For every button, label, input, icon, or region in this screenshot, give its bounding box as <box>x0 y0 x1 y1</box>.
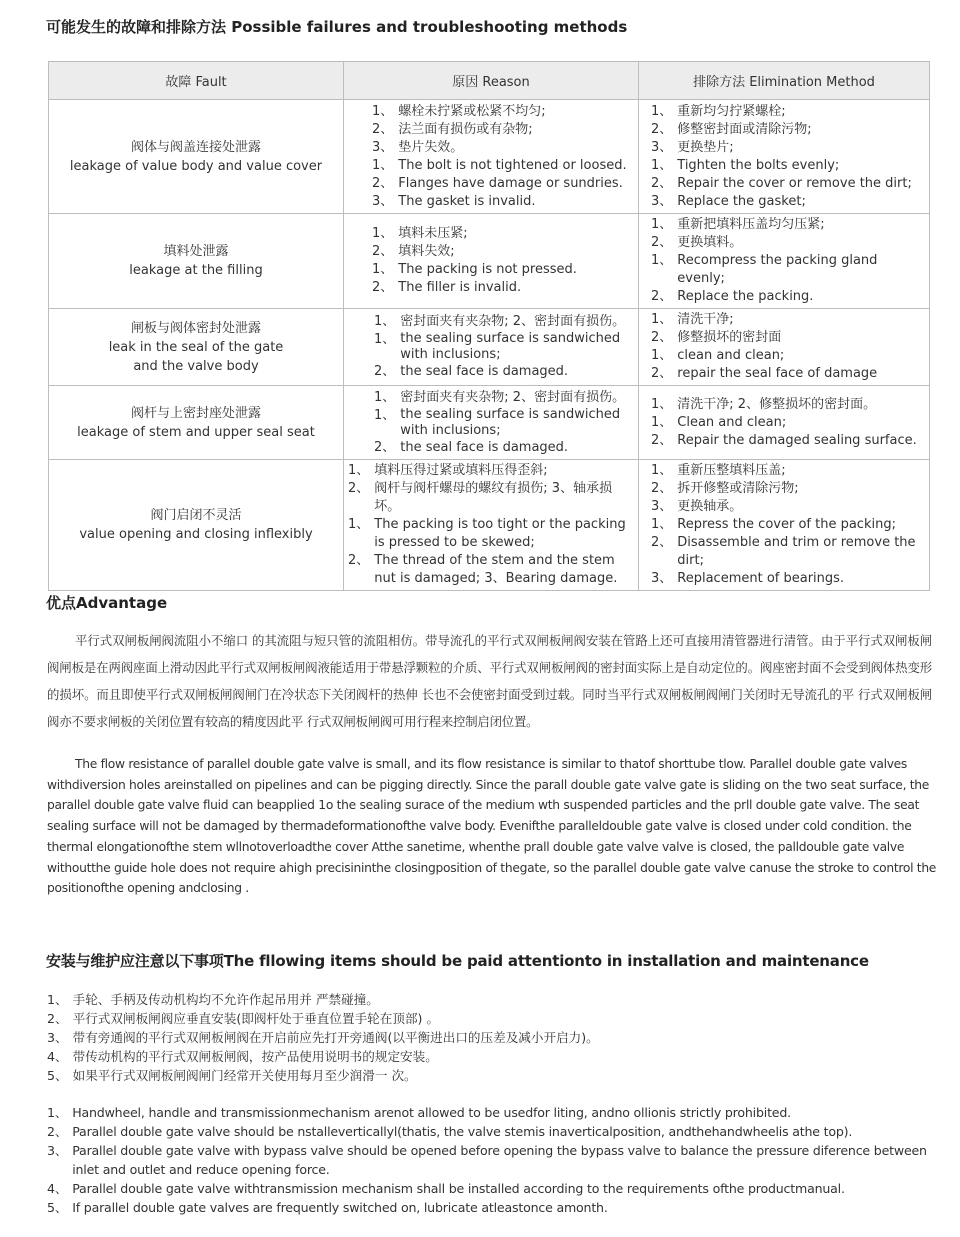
fault-en: leakage of stem and upper seal seat <box>77 424 315 440</box>
item-number: 4、 <box>47 1181 68 1196</box>
list-item <box>651 329 927 347</box>
list-item <box>651 432 927 450</box>
item-number: 1、 <box>47 992 68 1007</box>
item-number: 3、 <box>651 139 673 155</box>
item-text: 垫片失效。 <box>398 139 464 155</box>
list-item <box>651 121 927 139</box>
advantage-paragraph-en: The flow resistance of parallel double gate valve is small, and its flow resistance is similar to thatof shorttube tlow. Parallel double gate valves withdiversion holes areinstalled on pipelines and can be pigging directly. Since the parall double gate valve gate is sliding on the two seat surface, the parallel double gate valve fluid can beapplied 1o the sealing surace of the medium wth suspended particles and the prll double gate valve. The seat sealing surface will not be damaged by thermadeformationofthe valve body. Evenifthe paralleldouble gate valve is closed under cold condition. the thermal elongationofthe stem wllnotoverloadthe cover Atthe sanetime, whenthe prall double gate valve valve is closed, the palldouble gate valve withoutthe guide hole does not require ahigh precisininthe closingposition of thegate, so the parallel double gate valve canuse the stroke to control the positionofthe opening andclosing . <box>47 757 937 896</box>
list-item <box>348 552 636 588</box>
installation-notes-en <box>47 1103 937 1217</box>
item-number: 1、 <box>651 414 673 430</box>
item-text: The bolt is not tightened or loosed. <box>398 157 627 173</box>
list-item <box>47 1141 937 1179</box>
item-text: the seal face is damaged. <box>400 364 569 379</box>
list-item <box>47 1198 937 1217</box>
item-text: Recompress the packing gland evenly; <box>677 253 878 286</box>
item-number: 2、 <box>651 535 673 550</box>
item-text: 重新均匀拧紧螺栓; <box>677 103 786 119</box>
fault-cell <box>49 460 344 591</box>
fault-zh: 闸板与阀体密封处泄露 <box>130 320 261 336</box>
item-number: 1、 <box>651 157 673 173</box>
item-number: 2、 <box>47 1124 68 1139</box>
item-number: 2、 <box>651 289 673 304</box>
list-item <box>372 261 636 279</box>
list-item <box>651 480 927 498</box>
reason-cell <box>344 309 639 386</box>
item-number: 2、 <box>47 1011 68 1026</box>
item-text: If parallel double gate valves are frequently switched on, lubricate atleastonce amonth. <box>72 1200 608 1215</box>
list-item <box>348 480 636 516</box>
table-row <box>49 460 930 591</box>
list-item <box>651 175 927 193</box>
fault-zh: 阀门启闭不灵活 <box>150 508 242 523</box>
item-number: 2、 <box>651 481 673 496</box>
list-item <box>47 1103 937 1122</box>
item-text: the sealing surface is sandwiched with inclusions; <box>400 331 621 362</box>
fault-en: leak in the seal of the gate <box>108 339 284 355</box>
fault-cell <box>49 214 344 309</box>
list-item <box>372 139 636 157</box>
item-number: 2、 <box>372 280 394 295</box>
item-text: The filler is invalid. <box>398 280 522 295</box>
item-text: Replace the packing. <box>677 289 814 304</box>
list-item <box>374 389 636 407</box>
item-number: 2、 <box>651 432 673 448</box>
item-text: 更换垫片; <box>677 139 734 155</box>
reason-cell <box>344 386 639 460</box>
item-text: 修整密封面或清除污物; <box>677 121 812 137</box>
item-text: Flanges have damage or sundries. <box>398 175 623 191</box>
list-item <box>651 252 927 288</box>
item-number: 1、 <box>651 217 673 232</box>
list-item <box>47 990 937 1009</box>
item-text: 重新把填料压盖均匀压紧; <box>677 217 825 232</box>
item-text: 填料压得过紧或填料压得歪斜; <box>374 463 548 478</box>
item-text: 更换填料。 <box>677 235 743 250</box>
list-item <box>651 347 927 365</box>
item-text: 更换轴承。 <box>677 499 743 514</box>
fault-zh: 阀体与阀盖连接处泄露 <box>130 139 261 155</box>
item-number: 2、 <box>372 121 394 137</box>
item-number: 1、 <box>372 103 394 119</box>
header-method: 排除方法 Elimination Method <box>639 62 930 100</box>
list-item <box>651 216 927 234</box>
item-text: 填料失效; <box>398 244 455 259</box>
item-text: 手轮、手柄及传动机构均不允许作起吊用并 严禁碰撞。 <box>72 992 379 1007</box>
list-item <box>372 175 636 193</box>
list-item <box>651 462 927 480</box>
table-row <box>49 386 930 460</box>
method-cell <box>639 386 930 460</box>
list-item <box>651 103 927 121</box>
item-text: 如果平行式双闸板闸阀闸门经常开关使用每月至少润滑一 次。 <box>72 1068 417 1083</box>
item-number: 1、 <box>374 389 396 405</box>
reason-cell <box>344 214 639 309</box>
item-number: 2、 <box>348 481 370 496</box>
item-text: Clean and clean; <box>677 414 787 430</box>
advantage-paragraph-zh: 平行式双闸板闸阀流阻小不缩口 的其流阻与短只管的流阻相仿。带导流孔的平行式双闸板闸阀安装在管路上还可直接用清管器进行清管。由于平行式双闸板闸阀闸板是在两阀座面上滑动因此平行式双闸板闸阀液能适用于带悬浮颗粒的介质、平行式双闸板闸阀的密封面实际上是自动定位的。阀座密封面不会受到阀体热变形的损坏。而且即使平行式双闸板闸阀闸门在冷状态下关闭阀杆的热伸 长也不会使密封面受到过载。同时当平行式双闸板闸阀闸门关闭时无导流孔的平 行式双闸板闸阀亦不要求闸板的关闭位置有较高的精度因此平 行式双闸板闸阀可用行程来控制启闭位置。 <box>47 633 932 729</box>
item-number: 3、 <box>47 1143 68 1158</box>
header-reason: 原因 Reason <box>344 62 639 100</box>
item-text: Repress the cover of the packing; <box>677 517 896 532</box>
list-item <box>372 121 636 139</box>
list-item <box>651 498 927 516</box>
method-cell <box>639 100 930 214</box>
item-text: 阀杆与阀杆螺母的螺纹有损伤; 3、轴承损坏。 <box>374 481 613 514</box>
reason-cell <box>344 460 639 591</box>
item-text: Disassemble and trim or remove the dirt; <box>677 535 916 568</box>
item-text: Parallel double gate valve should be nstalleverticallyl(thatis, the valve stemis inaverticalposition, andthehandwheelis athe top). <box>72 1124 853 1139</box>
item-number: 2、 <box>651 175 673 191</box>
list-item <box>372 157 636 175</box>
list-item <box>374 439 636 457</box>
list-item <box>47 1122 937 1141</box>
item-number: 2、 <box>374 364 396 379</box>
method-cell <box>639 460 930 591</box>
item-number: 1、 <box>374 314 396 329</box>
list-item <box>651 516 927 534</box>
item-number: 1、 <box>651 312 673 327</box>
fault-en: value opening and closing inflexibly <box>79 527 313 542</box>
list-item <box>651 234 927 252</box>
item-text: Replace the gasket; <box>677 193 806 209</box>
item-number: 2、 <box>374 439 396 455</box>
item-number: 1、 <box>372 157 394 173</box>
list-item <box>651 288 927 306</box>
list-item <box>374 331 636 363</box>
item-text: Repair the damaged sealing surface. <box>677 432 917 448</box>
installation-notes-zh <box>47 990 937 1085</box>
item-number: 1、 <box>348 463 370 478</box>
item-number: 1、 <box>651 253 673 268</box>
list-item <box>651 414 927 432</box>
list-item <box>651 365 927 383</box>
method-cell <box>639 309 930 386</box>
item-text: Repair the cover or remove the dirt; <box>677 175 912 191</box>
fault-en: leakage of value body and value cover <box>69 158 323 174</box>
item-number: 5、 <box>47 1068 68 1083</box>
list-item <box>374 313 636 331</box>
item-text: 带传动机构的平行式双闸板闸阀，按产品使用说明书的规定安装。 <box>72 1049 438 1064</box>
list-item <box>374 407 636 439</box>
list-item <box>372 279 636 297</box>
installation-section-title: 安装与维护应注意以下事项The fllowing items should be paid attentionto in installation and maintenance <box>46 952 869 970</box>
list-item <box>651 157 927 175</box>
list-item <box>372 225 636 243</box>
item-text: Tighten the bolts evenly; <box>677 157 840 173</box>
item-text: 密封面夹有夹杂物; 2、密封面有损伤。 <box>400 389 626 405</box>
fault-cell <box>49 100 344 214</box>
item-text: 清洗干净; 2、修整损坏的密封面。 <box>677 396 877 412</box>
header-fault: 故障 Fault <box>49 62 344 100</box>
list-item <box>372 103 636 121</box>
fault-zh: 填料处泄露 <box>163 244 229 259</box>
item-text: 拆开修整或清除污物; <box>677 481 799 496</box>
list-item <box>651 570 927 588</box>
item-text: 填料未压紧; <box>398 226 468 241</box>
item-text: 密封面夹有夹杂物; 2、密封面有损伤。 <box>400 314 626 329</box>
reason-cell <box>344 100 639 214</box>
table-row <box>49 214 930 309</box>
method-cell <box>639 214 930 309</box>
fault-zh: 阀杆与上密封座处泄露 <box>130 405 261 421</box>
failures-section-title: 可能发生的故障和排除方法 Possible failures and troubleshooting methods <box>46 18 628 36</box>
list-item <box>372 243 636 261</box>
item-number: 2、 <box>651 121 673 137</box>
list-item <box>374 363 636 381</box>
item-number: 3、 <box>372 193 394 209</box>
item-text: 法兰面有损伤或有杂物; <box>398 121 533 137</box>
item-text: Parallel double gate valve with bypass valve should be opened before opening the bypass valve to balance the pressure diference between inlet and outlet and reduce opening force. <box>72 1143 927 1177</box>
item-number: 5、 <box>47 1200 68 1215</box>
item-number: 1、 <box>374 332 396 347</box>
list-item <box>47 1047 937 1066</box>
fault-cell <box>49 386 344 460</box>
item-text: Parallel double gate valve withtransmission mechanism shall be installed according to the requirements ofthe productmanual. <box>72 1181 845 1196</box>
item-number: 4、 <box>47 1049 68 1064</box>
fault-cell <box>49 309 344 386</box>
troubleshooting-table <box>48 61 930 591</box>
item-number: 1、 <box>372 262 394 277</box>
item-text: Replacement of bearings. <box>677 571 845 586</box>
item-text: 重新压整填料压盖; <box>677 463 786 478</box>
list-item <box>47 1179 937 1198</box>
list-item <box>47 1028 937 1047</box>
table-header-row <box>49 62 930 100</box>
item-number: 2、 <box>651 366 673 381</box>
item-text: clean and clean; <box>677 348 785 363</box>
list-item <box>651 139 927 157</box>
item-number: 3、 <box>651 571 673 586</box>
list-item <box>651 534 927 570</box>
item-text: 平行式双闸板闸阀应垂直安装(即阀杆处于垂直位置手轮在顶部) 。 <box>72 1011 440 1026</box>
item-number: 1、 <box>651 396 673 412</box>
item-text: the seal face is damaged. <box>400 439 569 455</box>
item-number: 1、 <box>372 226 394 241</box>
item-number: 3、 <box>47 1030 68 1045</box>
item-number: 3、 <box>651 499 673 514</box>
list-item <box>651 311 927 329</box>
item-text: 螺栓未拧紧或松紧不均匀; <box>398 103 546 119</box>
item-text: The packing is too tight or the packing is pressed to be skewed; <box>374 517 626 550</box>
table-row <box>49 309 930 386</box>
item-text: the sealing surface is sandwiched with inclusions; <box>400 406 621 438</box>
item-number: 1、 <box>348 517 370 532</box>
table-row <box>49 100 930 214</box>
item-number: 1、 <box>374 407 396 423</box>
item-text: 修整损坏的密封面 <box>677 330 782 345</box>
list-item <box>47 1009 937 1028</box>
item-number: 3、 <box>372 139 394 155</box>
item-number: 1、 <box>651 348 673 363</box>
item-text: The thread of the stem and the stem nut is damaged; 3、Bearing damage. <box>374 553 618 586</box>
item-number: 1、 <box>47 1105 68 1120</box>
item-number: 2、 <box>372 244 394 259</box>
fault-en: leakage at the filling <box>129 263 263 278</box>
item-text: The packing is not pressed. <box>398 262 577 277</box>
list-item <box>651 193 927 211</box>
item-text: 带有旁通阀的平行式双闸板闸阀在开启前应先打开旁通阀(以平衡进出口的压差及减小开启力)。 <box>72 1030 599 1045</box>
fault-en-2: and the valve body <box>133 358 259 374</box>
item-number: 2、 <box>348 553 370 568</box>
item-number: 1、 <box>651 463 673 478</box>
item-text: Handwheel, handle and transmissionmechanism arenot allowed to be usedfor liting, andno ollionis strictly prohibited. <box>72 1105 791 1120</box>
item-text: 清洗干净; <box>677 312 734 327</box>
list-item <box>651 396 927 414</box>
item-number: 2、 <box>372 175 394 191</box>
list-item <box>372 193 636 211</box>
advantage-section-title: 优点Advantage <box>46 594 168 612</box>
item-number: 2、 <box>651 235 673 250</box>
item-number: 3、 <box>651 193 673 209</box>
item-text: repair the seal face of damage <box>677 366 878 381</box>
list-item <box>348 462 636 480</box>
item-number: 1、 <box>651 103 673 119</box>
item-number: 2、 <box>651 330 673 345</box>
item-text: The gasket is invalid. <box>398 193 536 209</box>
item-number: 1、 <box>651 517 673 532</box>
list-item <box>47 1066 937 1085</box>
list-item <box>348 516 636 552</box>
